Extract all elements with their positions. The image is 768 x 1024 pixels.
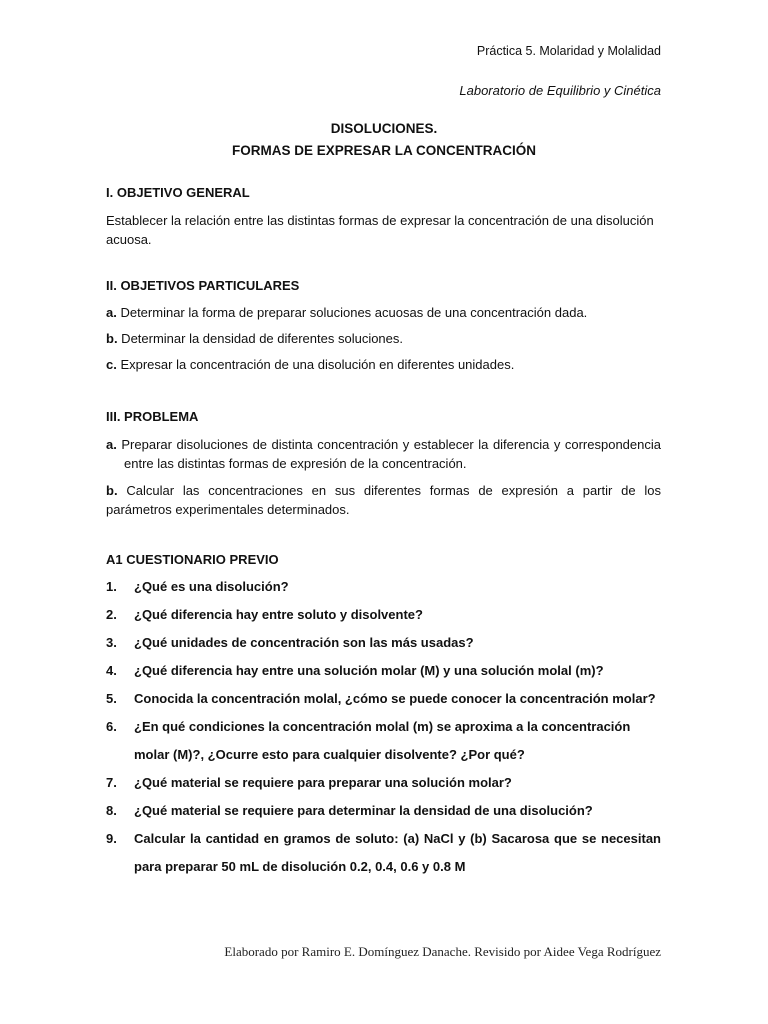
question-number: 9. bbox=[106, 831, 117, 846]
question-item bbox=[106, 713, 661, 769]
question-number: 2. bbox=[106, 607, 117, 622]
section-heading: I. OBJETIVO GENERAL bbox=[106, 185, 250, 200]
question-item bbox=[106, 657, 661, 685]
list-item bbox=[106, 481, 661, 519]
question-list bbox=[106, 573, 661, 881]
question-number: 7. bbox=[106, 775, 117, 790]
question-number: 3. bbox=[106, 635, 117, 650]
item-text: Preparar disoluciones de distinta concentración y establecer la diferencia y correspondencia entre las distintas formas de expresión de la concentración. bbox=[116, 437, 661, 471]
list-item bbox=[106, 303, 661, 322]
section-heading: A1 CUESTIONARIO PREVIO bbox=[106, 552, 279, 567]
title-line-1: DISOLUCIONES. bbox=[330, 121, 438, 136]
section-objetivos-particulares bbox=[106, 277, 661, 374]
question-item bbox=[106, 797, 661, 825]
question-text: ¿Qué material se requiere para preparar una solución molar? bbox=[134, 775, 512, 790]
page-footer: Elaborado por Ramiro E. Domínguez Danache. Revisido por Aidee Vega Rodríguez bbox=[224, 944, 661, 959]
question-item bbox=[106, 685, 661, 713]
question-number: 1. bbox=[106, 579, 117, 594]
question-number: 8. bbox=[106, 803, 117, 818]
question-item bbox=[106, 629, 661, 657]
list-item bbox=[106, 329, 661, 348]
question-number: 4. bbox=[106, 663, 117, 678]
question-text: ¿En qué condiciones la concentración molal (m) se aproxima a la concentración molar (M)?, ¿Ocurre esto para cualquier disolvente? ¿Por qué? bbox=[134, 719, 631, 762]
section-heading: III. PROBLEMA bbox=[106, 409, 199, 424]
question-text: ¿Qué material se requiere para determinar la densidad de una disolución? bbox=[134, 803, 593, 818]
header-practice: Práctica 5. Molaridad y Molalidad bbox=[476, 44, 661, 58]
section-objetivo-general bbox=[106, 184, 661, 249]
item-text: Calcular las concentraciones en sus diferentes formas de expresión a partir de los parámetros experimentales determinados. bbox=[106, 483, 661, 517]
item-text: Determinar la forma de preparar soluciones acuosas de una concentración dada. bbox=[116, 305, 588, 320]
question-text: ¿Qué unidades de concentración son las más usadas? bbox=[134, 635, 474, 650]
question-text: ¿Qué diferencia hay entre soluto y disolvente? bbox=[134, 607, 423, 622]
document-body bbox=[106, 184, 661, 881]
item-text: Determinar la densidad de diferentes soluciones. bbox=[117, 331, 404, 346]
question-item bbox=[106, 573, 661, 601]
list-item bbox=[106, 355, 661, 374]
question-item bbox=[106, 825, 661, 881]
list-item bbox=[106, 435, 661, 473]
question-number: 6. bbox=[106, 719, 117, 734]
item-label: c. bbox=[106, 357, 117, 372]
item-text: Expresar la concentración de una disolución en diferentes unidades. bbox=[116, 357, 515, 372]
question-text: Conocida la concentración molal, ¿cómo se puede conocer la concentración molar? bbox=[134, 691, 656, 706]
item-label: b. bbox=[106, 483, 118, 498]
question-item bbox=[106, 769, 661, 797]
section-heading: II. OBJETIVOS PARTICULARES bbox=[106, 278, 300, 293]
section-problema bbox=[106, 408, 661, 519]
item-label: a. bbox=[106, 437, 117, 452]
question-item bbox=[106, 601, 661, 629]
item-label: a. bbox=[106, 305, 117, 320]
item-label: b. bbox=[106, 331, 118, 346]
paragraph: Establecer la relación entre las distintas formas de expresar la concentración de una disolución acuosa. bbox=[106, 213, 654, 247]
question-number: 5. bbox=[106, 691, 117, 706]
title-line-2: FORMAS DE EXPRESAR LA CONCENTRACIÓN bbox=[231, 143, 536, 158]
question-text: ¿Qué es una disolución? bbox=[134, 579, 289, 594]
question-text: ¿Qué diferencia hay entre una solución molar (M) y una solución molal (m)? bbox=[134, 663, 604, 678]
question-text: Calcular la cantidad en gramos de soluto: (a) NaCl y (b) Sacarosa que se necesitan para preparar 50 mL de disolución 0.2, 0.4, 0.6 y 0.8 M bbox=[134, 831, 661, 874]
section-cuestionario-previo bbox=[106, 551, 661, 881]
header-lab: Laboratorio de Equilibrio y Cinética bbox=[459, 83, 661, 98]
